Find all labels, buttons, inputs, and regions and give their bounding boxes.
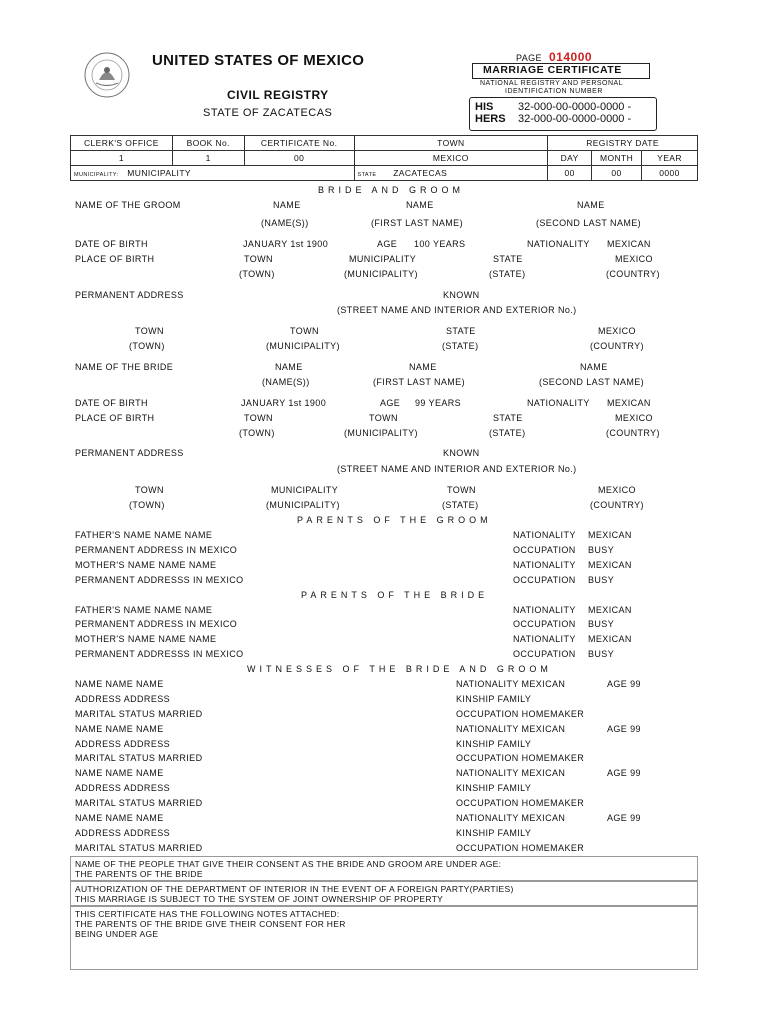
groom-cap-town: (TOWN) [239,269,275,279]
witness-nationality: NATIONALITY MEXICAN [456,768,566,778]
pb-row-right-label: OCCUPATION [513,619,576,629]
bride-label: NAME OF THE BRIDE [75,362,174,372]
page-number: 014000 [549,50,593,64]
pb-row-right-label: NATIONALITY [513,605,576,615]
groom-age-label: AGE [377,239,398,249]
groom-dob: JANUARY 1st 1900 [243,239,329,249]
witness-marital-status: MARITAL STATUS MARRIED [75,798,203,808]
registry-grid [70,135,698,181]
bride-pob-muni: TOWN [369,413,398,423]
bride-cap-muni: (MUNICIPALITY) [344,428,418,438]
groom-pob-state: STATE [493,254,523,264]
doc-type-label: MARRIAGE CERTIFICATE [483,64,622,76]
registry-title: CIVIL REGISTRY [227,88,329,102]
witness-occupation: OCCUPATION HOMEMAKER [456,709,585,719]
his-id: 32-000-00-0000-0000 - [518,101,632,113]
hers-label: HERS [475,113,506,125]
pg-row-right: MEXICAN [588,560,632,570]
pg-row-right-label: OCCUPATION [513,545,576,555]
bride-pob-town: TOWN [244,413,273,423]
groom-name-1: NAME [273,200,301,210]
nat-registry-line-1: NATIONAL REGISTRY AND PERSONAL [480,80,624,87]
bride-dob: JANUARY 1st 1900 [241,398,327,408]
hers-id: 32-000-00-0000-0000 - [518,113,632,125]
witness-kinship: KINSHIP FAMILY [456,828,532,838]
year-value: 0000 [642,166,698,181]
pg-row-right: BUSY [588,545,615,555]
pg-row-right-label: NATIONALITY [513,530,576,540]
attached-line-1: THIS CERTIFICATE HAS THE FOLLOWING NOTES ATTACHED: [75,909,340,919]
bride-name-1: NAME [275,362,303,372]
witness-occupation: OCCUPATION HOMEMAKER [456,843,585,853]
day-header: DAY [548,151,592,166]
consent-line-2: THE PARENTS OF THE BRIDE [75,869,203,879]
national-seal-icon [72,50,142,100]
witness-name: NAME NAME NAME [75,724,164,734]
bride-nat-label: NATIONALITY [527,398,590,408]
groom-ac-muni: (MUNICIPALITY) [266,341,340,351]
witness-age: AGE 99 [607,768,641,778]
attached-line-3: BEING UNDER AGE [75,929,159,939]
certificate-value: 00 [244,151,354,166]
groom-ac-town: (TOWN) [129,341,165,351]
witness-name: NAME NAME NAME [75,813,164,823]
bride-pob-label: PLACE OF BIRTH [75,413,155,423]
town-header: TOWN [354,136,548,151]
groom-ac-country: (COUNTRY) [590,341,644,351]
witness-nationality: NATIONALITY MEXICAN [456,813,566,823]
bride-addr: KNOWN [443,448,480,458]
book-header: BOOK No. [172,136,244,151]
pb-row-left: MOTHER'S NAME NAME NAME [75,634,217,644]
pg-row-right: MEXICAN [588,530,632,540]
pb-row-right-label: NATIONALITY [513,634,576,644]
authorization-line-2: THIS MARRIAGE IS SUBJECT TO THE SYSTEM OF JOINT OWNERSHIP OF PROPERTY [75,894,444,904]
month-header: MONTH [592,151,642,166]
groom-pob-label: PLACE OF BIRTH [75,254,155,264]
bride-ac-town: (TOWN) [129,500,165,510]
bride-dob-label: DATE OF BIRTH [75,398,148,408]
month-value: 00 [592,166,642,181]
groom-age: 100 YEARS [414,239,466,249]
clerk-office-value: 1 [71,151,173,166]
pg-row-right: BUSY [588,575,615,585]
pb-row-right-label: OCCUPATION [513,649,576,659]
bride-a-country: MEXICO [598,485,636,495]
groom-cap-names: (NAME(S)) [261,218,309,228]
groom-cap-country: (COUNTRY) [606,269,660,279]
groom-dob-label: DATE OF BIRTH [75,239,148,249]
municipality-value: MUNICIPALITY [127,168,191,178]
town-value: MEXICO [354,151,548,166]
pb-row-right: BUSY [588,649,615,659]
groom-pob-town: TOWN [244,254,273,264]
registry-date-header: REGISTRY DATE [548,136,698,151]
day-value: 00 [548,166,592,181]
groom-addr-label: PERMANENT ADDRESS [75,290,184,300]
bride-age-label: AGE [380,398,401,408]
pb-row-right: MEXICAN [588,605,632,615]
bride-a-town: TOWN [135,485,164,495]
bride-cap-state: (STATE) [489,428,526,438]
witness-nationality: NATIONALITY MEXICAN [456,679,566,689]
groom-ac-state: (STATE) [442,341,479,351]
bride-age: 99 YEARS [415,398,462,408]
section-bride-groom: BRIDE AND GROOM [318,185,465,195]
bride-ac-state: (STATE) [442,500,479,510]
groom-addr: KNOWN [443,290,480,300]
section-witnesses: WITNESSES OF THE BRIDE AND GROOM [247,664,552,674]
witness-age: AGE 99 [607,724,641,734]
witness-occupation: OCCUPATION HOMEMAKER [456,753,585,763]
groom-cap-muni: (MUNICIPALITY) [344,269,418,279]
groom-name-3: NAME [577,200,605,210]
groom-pob-country: MEXICO [615,254,653,264]
bride-pob-country: MEXICO [615,413,653,423]
pb-row-right: MEXICAN [588,634,632,644]
bride-addr-cap: (STREET NAME AND INTERIOR AND EXTERIOR No.) [337,464,577,474]
bride-cap-town: (TOWN) [239,428,275,438]
witness-marital-status: MARITAL STATUS MARRIED [75,753,203,763]
page-label: PAGE [516,53,542,63]
certificate-header: CERTIFICATE No. [244,136,354,151]
bride-a-state: TOWN [447,485,476,495]
witness-name: NAME NAME NAME [75,679,164,689]
groom-nat: MEXICAN [607,239,651,249]
pb-row-left: PERMANENT ADDRESSS IN MEXICO [75,649,244,659]
groom-a-town: TOWN [135,326,164,336]
witness-marital-status: MARITAL STATUS MARRIED [75,843,203,853]
authorization-line-1: AUTHORIZATION OF THE DEPARTMENT OF INTERIOR IN THE EVENT OF A FOREIGN PARTY(PARTIES) [75,884,514,894]
section-parents-bride: PARENTS OF THE BRIDE [301,590,489,600]
bride-name-3: NAME [580,362,608,372]
groom-cap-second: (SECOND LAST NAME) [536,218,642,228]
bride-cap-country: (COUNTRY) [606,428,660,438]
groom-a-muni: TOWN [290,326,319,336]
groom-cap-state: (STATE) [489,269,526,279]
state-title: STATE OF ZACATECAS [203,107,333,119]
witness-address: ADDRESS ADDRESS [75,739,171,749]
bride-nat: MEXICAN [607,398,651,408]
municipality-cell [71,166,355,181]
section-parents-groom: PARENTS OF THE GROOM [297,515,492,525]
groom-nat-label: NATIONALITY [527,239,590,249]
witness-address: ADDRESS ADDRESS [75,828,171,838]
pg-row-right-label: NATIONALITY [513,560,576,570]
bride-cap-names: (NAME(S)) [262,377,310,387]
witness-marital-status: MARITAL STATUS MARRIED [75,709,203,719]
pg-row-left: MOTHER'S NAME NAME NAME [75,560,217,570]
state-label: STATE [357,172,377,178]
groom-cap-first: (FIRST LAST NAME) [371,218,463,228]
municipality-label: MUNICIPALITY: [74,172,119,178]
pg-row-left: FATHER'S NAME NAME NAME [75,530,213,540]
clerk-office-header: CLERK'S OFFICE [71,136,173,151]
consent-box [70,856,698,881]
bride-ac-country: (COUNTRY) [590,500,644,510]
bride-cap-first: (FIRST LAST NAME) [373,377,465,387]
authorization-box [70,881,698,906]
bride-cap-second: (SECOND LAST NAME) [539,377,645,387]
pb-row-right: BUSY [588,619,615,629]
bride-pob-state: STATE [493,413,523,423]
year-header: YEAR [642,151,698,166]
witness-nationality: NATIONALITY MEXICAN [456,724,566,734]
pg-row-left: PERMANENT ADDRESS IN MEXICO [75,545,238,555]
attached-notes-box [70,906,698,970]
country-title: UNITED STATES OF MEXICO [152,52,365,69]
witness-occupation: OCCUPATION HOMEMAKER [456,798,585,808]
groom-name-2: NAME [406,200,434,210]
witness-age: AGE 99 [607,679,641,689]
pg-row-right-label: OCCUPATION [513,575,576,585]
groom-addr-cap: (STREET NAME AND INTERIOR AND EXTERIOR No.) [337,305,577,315]
his-label: HIS [475,101,494,113]
groom-a-country: MEXICO [598,326,636,336]
witness-address: ADDRESS ADDRESS [75,694,171,704]
witness-kinship: KINSHIP FAMILY [456,739,532,749]
attached-line-2: THE PARENTS OF THE BRIDE GIVE THEIR CONSENT FOR HER [75,919,346,929]
bride-a-muni: MUNICIPALITY [271,485,339,495]
book-value: 1 [172,151,244,166]
witness-address: ADDRESS ADDRESS [75,783,171,793]
witness-age: AGE 99 [607,813,641,823]
bride-name-2: NAME [409,362,437,372]
bride-addr-label: PERMANENT ADDRESS [75,448,184,458]
state-value: ZACATECAS [393,168,448,178]
nat-registry-line-2: IDENTIFICATION NUMBER [505,88,603,95]
pg-row-left: PERMANENT ADDRESSS IN MEXICO [75,575,244,585]
witness-name: NAME NAME NAME [75,768,164,778]
groom-a-state: STATE [446,326,476,336]
groom-label: NAME OF THE GROOM [75,200,181,210]
pb-row-left: PERMANENT ADDRESS IN MEXICO [75,619,238,629]
bride-ac-muni: (MUNICIPALITY) [266,500,340,510]
pb-row-left: FATHER'S NAME NAME NAME [75,605,213,615]
state-cell [354,166,548,181]
witness-kinship: KINSHIP FAMILY [456,783,532,793]
consent-line-1: NAME OF THE PEOPLE THAT GIVE THEIR CONSENT AS THE BRIDE AND GROOM ARE UNDER AGE: [75,859,502,869]
witness-kinship: KINSHIP FAMILY [456,694,532,704]
groom-pob-muni: MUNICIPALITY [349,254,417,264]
